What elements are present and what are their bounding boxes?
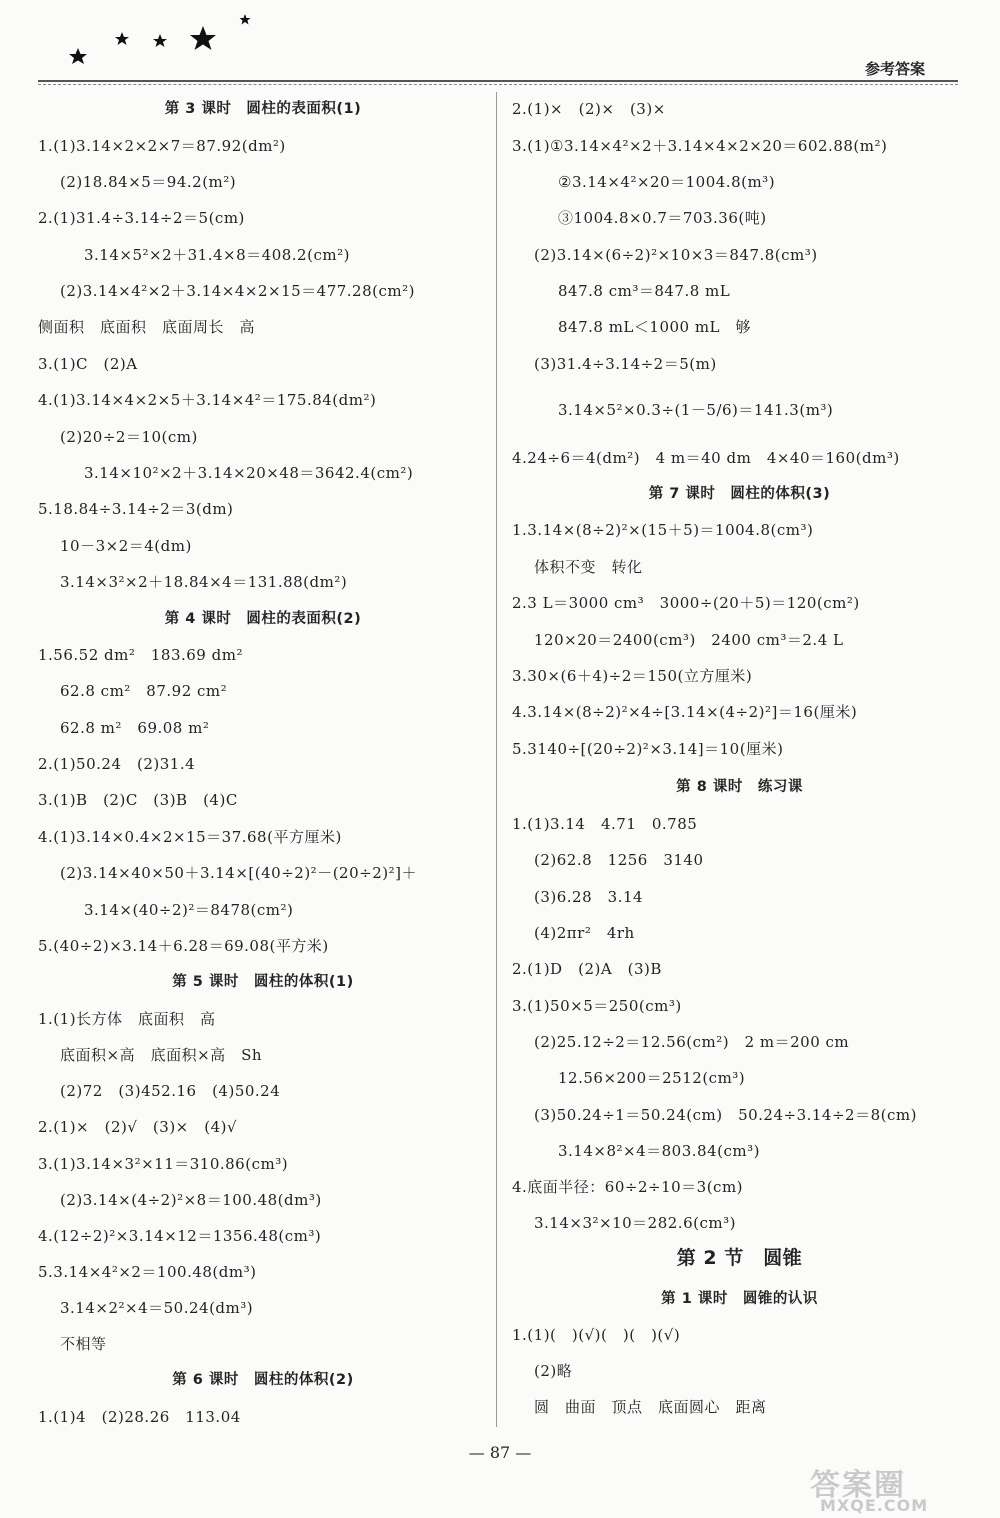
answer-line: (2)3.14×4²×2＋3.14×4×2×15＝477.28(cm²)	[60, 282, 415, 300]
answer-line: 3.14×3²×10＝282.6(cm³)	[534, 1214, 736, 1232]
answer-line: (3)50.24÷1＝50.24(cm) 50.24÷3.14÷2＝8(cm)	[534, 1106, 917, 1124]
answer-line: (2)略	[534, 1362, 573, 1380]
answer-line: 12.56×200＝2512(cm³)	[558, 1069, 746, 1087]
header-title: 参考答案	[864, 60, 925, 78]
answer-line: 1.3.14×(8÷2)²×(15＋5)＝1004.8(cm³)	[512, 521, 814, 539]
answer-line: (3)6.28 3.14	[534, 888, 644, 906]
answer-line: 4.24÷6＝4(dm²) 4 m＝40 dm 4×40＝160(dm³)	[512, 449, 900, 467]
answer-line: 圆 曲面 顶点 底面圆心 距离	[534, 1398, 767, 1416]
answer-line: 2.(1)× (2)× (3)×	[512, 100, 666, 118]
answer-line: 847.8 mL＜1000 mL 够	[558, 318, 752, 336]
lesson-heading: 第 1 课时 圆锥的认识	[661, 1291, 818, 1307]
lesson-heading: 第 3 课时 圆柱的表面积(1)	[164, 101, 362, 117]
answer-line: 3.14×3²×2＋18.84×4＝131.88(dm²)	[60, 573, 348, 591]
lesson-heading: 第 7 课时 圆柱的体积(3)	[648, 486, 831, 502]
answer-line: 1.(1)( )(√)( )( )(√)	[512, 1326, 681, 1344]
answer-line: 847.8 cm³＝847.8 mL	[558, 282, 731, 300]
answer-line: 3.14×(40÷2)²＝8478(cm²)	[84, 901, 294, 919]
answer-line: 3.14×5²×2＋31.4×8＝408.2(cm²)	[84, 246, 350, 264]
watermark	[800, 1460, 995, 1518]
answer-line: 4.底面半径：60÷2÷10＝3(cm)	[512, 1178, 744, 1196]
answer-line: 3.14×8²×4＝803.84(cm³)	[558, 1142, 760, 1160]
answer-line: (2)3.14×(6÷2)²×10×3＝847.8(cm³)	[534, 246, 818, 264]
answer-line: (2)25.12÷2＝12.56(cm²) 2 m＝200 cm	[534, 1033, 850, 1051]
answer-line: 4.(12÷2)²×3.14×12＝1356.48(cm³)	[38, 1227, 322, 1245]
answer-line: 4.3.14×(8÷2)²×4÷[3.14×(4÷2)²]＝16(厘米)	[512, 703, 858, 721]
answer-line: 2.3 L＝3000 cm³ 3000÷(20＋5)＝120(cm²)	[512, 594, 860, 612]
answer-line: 1.(1)4 (2)28.26 113.04	[38, 1408, 241, 1426]
decorative-stars-icon	[60, 10, 280, 70]
lesson-heading: 第 8 课时 练习课	[676, 779, 803, 795]
answer-line: 3.(1)①3.14×4²×2＋3.14×4×2×20＝602.88(m²)	[512, 137, 888, 155]
answer-line: 4.(1)3.14×4×2×5＋3.14×4²＝175.84(dm²)	[38, 391, 377, 409]
answer-line: 1.56.52 dm² 183.69 dm²	[38, 646, 243, 664]
answer-line: 1.(1)长方体 底面积 高	[38, 1010, 216, 1028]
answer-line: (2)20÷2＝10(cm)	[60, 428, 198, 446]
answer-line: (2)18.84×5＝94.2(m²)	[60, 173, 237, 191]
answer-line: 1.(1)3.14×2×2×7＝87.92(dm²)	[38, 137, 286, 155]
answer-line: 3.(1)3.14×3²×11＝310.86(cm³)	[38, 1155, 289, 1173]
answer-line: (3)31.4÷3.14÷2＝5(m)	[534, 355, 717, 373]
answer-line: 62.8 cm² 87.92 cm²	[60, 682, 228, 700]
answer-line: 体积不变 转化	[534, 558, 643, 576]
page-number: — 87 —	[468, 1443, 532, 1462]
answer-line: 3.30×(6＋4)÷2＝150(立方厘米)	[512, 667, 753, 685]
answer-line: 62.8 m² 69.08 m²	[60, 719, 210, 737]
section-heading: 第 2 节 圆锥	[676, 1247, 803, 1269]
answer-line: 3.(1)B (2)C (3)B (4)C	[38, 791, 238, 809]
answer-line: (4)2πr² 4rh	[534, 924, 635, 942]
answer-line: (2)62.8 1256 3140	[534, 851, 704, 869]
answer-line: 5.3.14×4²×2＝100.48(dm³)	[38, 1263, 257, 1281]
answer-line: 5.(40÷2)×3.14＋6.28＝69.08(平方米)	[38, 937, 329, 955]
answer-line: 2.(1)50.24 (2)31.4	[38, 755, 196, 773]
header-rule-dashed	[38, 84, 958, 85]
answer-line: 2.(1)× (2)√ (3)× (4)√	[38, 1118, 238, 1136]
watermark-main: 答案圈	[810, 1468, 906, 1503]
answer-line: 2.(1)D (2)A (3)B	[512, 960, 662, 978]
column-divider	[496, 92, 497, 1427]
answer-line: 10－3×2＝4(dm)	[60, 537, 192, 555]
answer-line: 4.(1)3.14×0.4×2×15＝37.68(平方厘米)	[38, 828, 342, 846]
answer-line: 3.14×2²×4＝50.24(dm³)	[60, 1299, 254, 1317]
answer-line: 侧面积 底面积 底面周长 高	[38, 318, 256, 336]
answer-line: 不相等	[60, 1335, 107, 1353]
lesson-heading: 第 4 课时 圆柱的表面积(2)	[164, 611, 362, 627]
answer-line: ③1004.8×0.7＝703.36(吨)	[558, 209, 767, 227]
header-rule	[38, 80, 958, 82]
answer-line: 3.14×10²×2＋3.14×20×48＝3642.4(cm²)	[84, 464, 414, 482]
answer-line: (2)3.14×40×50＋3.14×[(40÷2)²－(20÷2)²]＋	[60, 864, 417, 882]
answer-line: 底面积×高 底面积×高 Sh	[60, 1046, 263, 1064]
answer-line: 1.(1)3.14 4.71 0.785	[512, 815, 698, 833]
answer-line: 5.3140÷[(20÷2)²×3.14]＝10(厘米)	[512, 740, 784, 758]
answer-line: (2)72 (3)452.16 (4)50.24	[60, 1082, 281, 1100]
answer-line: 5.18.84÷3.14÷2＝3(dm)	[38, 500, 234, 518]
answer-line: 3.(1)C (2)A	[38, 355, 138, 373]
answer-line: 120×20＝2400(cm³) 2400 cm³＝2.4 L	[534, 631, 844, 649]
answer-line: ②3.14×4²×20＝1004.8(m³)	[558, 173, 776, 191]
watermark-sub: MXQE.COM	[820, 1496, 929, 1515]
answer-line: 3.14×5²×0.3÷(1－5/6)＝141.3(m³)	[558, 401, 834, 419]
answer-line: (2)3.14×(4÷2)²×8＝100.48(dm³)	[60, 1191, 322, 1209]
lesson-heading: 第 6 课时 圆柱的体积(2)	[172, 1372, 354, 1388]
answer-line: 2.(1)31.4÷3.14÷2＝5(cm)	[38, 209, 245, 227]
lesson-heading: 第 5 课时 圆柱的体积(1)	[172, 974, 354, 990]
answer-line: 3.(1)50×5＝250(cm³)	[512, 997, 682, 1015]
